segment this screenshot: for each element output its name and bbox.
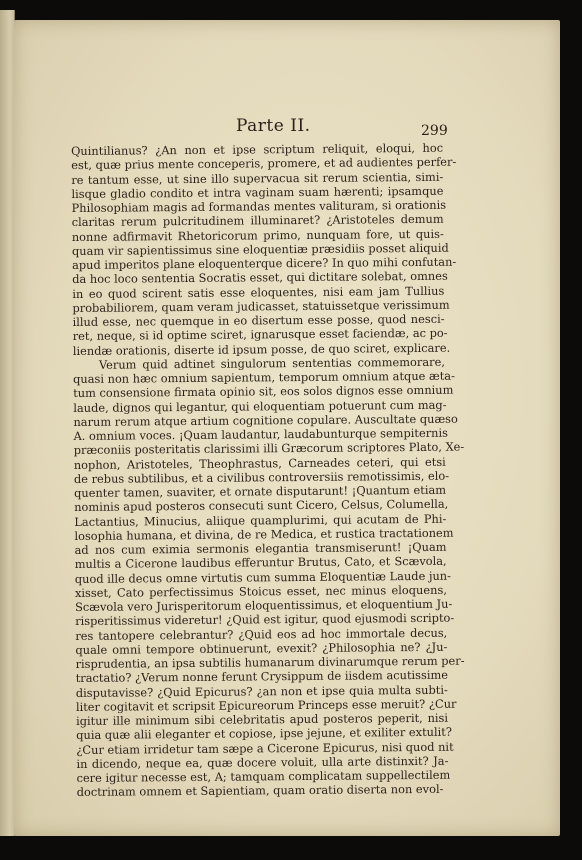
text-line: liendæ orationis, diserte id ipsum posse, de quo sciret, explicare. [72, 340, 451, 358]
text-line: doctrinam omnem et Sapientiam, quam oratio diserta non evol- [76, 782, 444, 800]
running-head: Parte II. [236, 116, 311, 136]
page-header [14, 98, 560, 138]
text-line: tum consensione firmata opinio sit, eos solos dignos esse omnium [73, 382, 454, 401]
text-line: cere igitur necesse est, A; tamquam complicatam suppellectilem [76, 767, 451, 785]
text-line: Quintilianus? ¿An non et ipse scriptum reliquit, eloqui, hoc [71, 140, 444, 158]
text-line: in eo quod scirent satis esse eloquentes, nisi eam jam Tullius [72, 283, 445, 301]
text-line: præconiis posteritatis clarissimi illi Græcorum scriptores Plato, Xe- [73, 439, 465, 458]
text-line: laude, dignos qui legantur, qui eloquentiam potuerunt cum mag- [73, 397, 447, 415]
text-line: apud imperitos plane eloquenterque dicere? In quo mihi confutan- [71, 254, 457, 272]
text-line: Philosophiam magis ad formandas mentes valituram, si orationis [71, 197, 447, 215]
text-line: nonne adfirmavit Rhetoricorum primo, nunquam fore, ut quis- [71, 226, 444, 244]
text-line: quam vir sapientissimus sine eloquentiæ præsidiis posset aliquid [71, 240, 449, 258]
text-line: quasi non hæc omnium sapientum, temporum omnium atque æta- [72, 368, 455, 386]
text-line: res tantopere celebrantur? ¿Quid eos ad hoc immortale decus, [75, 625, 448, 643]
text-line: quod ille decus omne virtutis cum summa Eloquentiæ Laude jun- [74, 568, 452, 586]
text-line: claritas rerum pulcritudinem illuminaret? ¿Aristoteles demum [71, 212, 444, 230]
text-line: tractatio? ¿Verum nonne ferunt Crysippum de iisdem acutissime [75, 667, 449, 686]
text-line: risprudentia, an ipsa subtilis humanarum divinarumque rerum per- [75, 653, 465, 671]
text-line: nophon, Aristoteles, Theophrastus, Carneades ceteri, qui etsi [73, 454, 446, 472]
text-line: in dicendo, neque ea, quæ docere voluit, ulla arte distinxit? Ja- [76, 753, 449, 771]
text-line: ret, neque, si id optime sciret, ignarusque esset faciendæ, ac po- [72, 325, 448, 344]
text-line: re tantum esse, ut sine illo supervacua sit rerum scientia, simi- [71, 169, 444, 187]
text-line: est, quæ prius mente conceperis, promere, et ad audientes perfer- [71, 154, 457, 173]
text-line: illud esse, nec quemque in eo disertum esse posse, quod nesci- [72, 311, 445, 329]
text-line: losophia humana, et divina, de re Medica, et rustica tractationem [74, 525, 454, 543]
body-text [71, 140, 465, 800]
page-number: 299 [421, 123, 448, 139]
book-page [14, 20, 560, 836]
text-line: multis a Cicerone laudibus efferuntur Brutus, Cato, et Scævola, [74, 553, 447, 572]
text-line: de rebus subtilibus, et a civilibus controversiis remotissimis, elo- [73, 468, 450, 486]
text-line: narum rerum atque artium cognitione copulare. Auscultate quæso [73, 411, 458, 429]
text-line: probabiliorem, quam veram judicasset, statuissetque verissimum [72, 297, 450, 315]
text-line: igitur ille minimum sibi celebritatis apud posteros peperit, nisi [75, 710, 449, 728]
text-line: xisset, Cato perfectissimus Stoicus esset, nec minus eloquens, [74, 582, 447, 600]
text-line: Scævola vero Jurisperitorum eloquentissimus, et eloquentium Ju- [74, 596, 453, 614]
text-line: quia quæ alii eleganter et copiose, ipse jejune, et exiliter extulit? [76, 724, 452, 743]
text-line: ad nos cum eximia sermonis elegantia transmiserunt! ¡Quam [74, 539, 447, 557]
text-line: disputavisse? ¿Quid Epicurus? ¿an non et ipse quia multa subti- [75, 682, 448, 700]
text-line: lisque gladio condito et intra vaginam suam hærenti; ipsamque [71, 183, 444, 201]
text-line: ¿Cur etiam irridetur tam sæpe a Cicerone Epicurus, nisi quod nit [76, 739, 454, 757]
text-line: A. omnium voces. ¡Quam laudantur, laudabunturque sempiternis [73, 425, 449, 443]
text-line: nominis apud posteros consecuti sunt Cicero, Celsus, Columella, [74, 496, 449, 515]
text-line: risperitissimus videretur! ¿Quid est igitur, quod ejusmodi scripto- [75, 610, 455, 629]
text-line: da hoc loco sententia Socratis esset, qui dictitare solebat, omnes [72, 268, 448, 287]
text-line: quale omni tempore obtinuerunt, evexit? ¿Philosophia ne? ¿Ju- [75, 639, 448, 657]
text-line: liter cogitavit et scripsit Epicureorum Princeps esse meruit? ¿Cur [75, 696, 457, 714]
text-line: quenter tamen, suaviter, et ornate disputarunt! ¡Quantum etiam [73, 482, 447, 500]
text-line: Verum quid adtinet singulorum sententias commemorare, [98, 354, 445, 372]
facing-page-edge [0, 10, 15, 836]
text-line: Lactantius, Minucius, aliique quamplurimi, qui acutam de Phi- [74, 511, 447, 529]
